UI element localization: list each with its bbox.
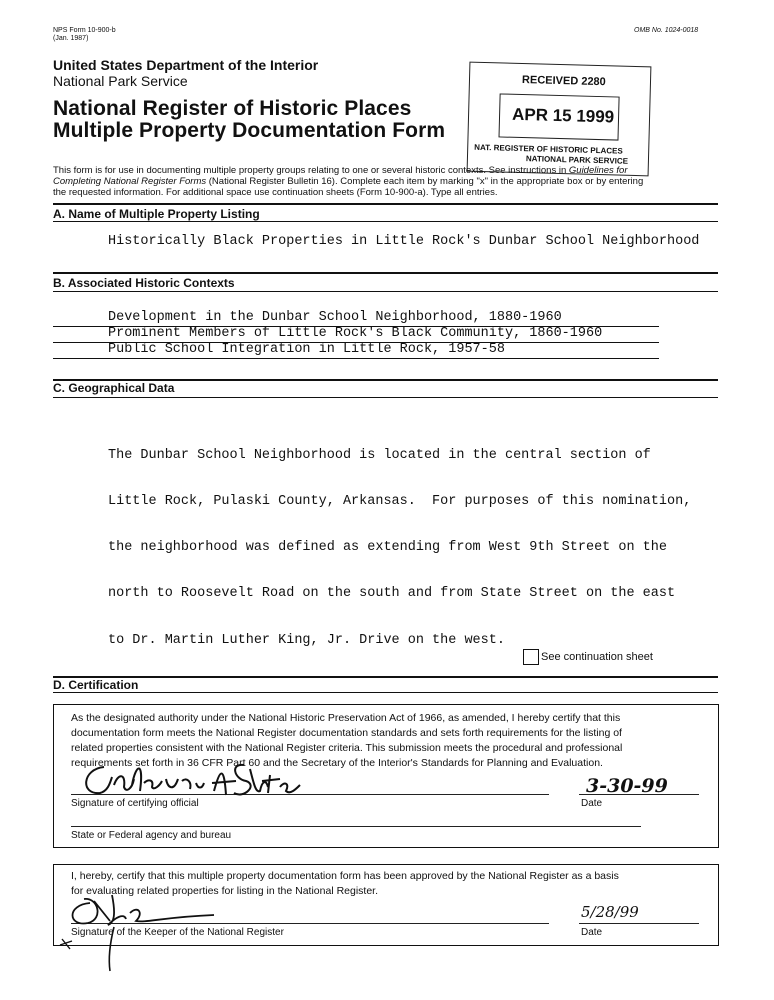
context-line bbox=[53, 358, 659, 359]
divider bbox=[53, 203, 718, 205]
divider bbox=[53, 272, 718, 274]
stamp-date: APR 15 1999 bbox=[511, 104, 615, 127]
form-title-line2: Multiple Property Documentation Form bbox=[53, 119, 446, 142]
keeper-date-label: Date bbox=[581, 927, 603, 938]
keeper-statement: I, hereby, certify that this multiple property documentation form has been approved by the National Register as a basis for evaluating related properties for listing in the National Register. bbox=[71, 870, 619, 897]
handwritten-date: 3-30-99 bbox=[586, 775, 668, 797]
stamp-service: NATIONAL PARK SERVICE bbox=[525, 154, 629, 166]
section-a-heading: A. Name of Multiple Property Listing bbox=[53, 207, 260, 221]
keeper-box bbox=[53, 864, 719, 946]
divider bbox=[53, 221, 718, 222]
continuation-label: See continuation sheet bbox=[541, 651, 653, 663]
date-label: Date bbox=[581, 798, 603, 809]
divider bbox=[53, 397, 718, 398]
form-title-line1: National Register of Historic Places bbox=[53, 97, 412, 120]
certification-box bbox=[53, 704, 719, 848]
received-stamp bbox=[467, 62, 652, 177]
omb-number: OMB No. 1024-0018 bbox=[634, 27, 699, 34]
department-name: United States Department of the Interior bbox=[53, 57, 319, 73]
keeper-signature bbox=[54, 883, 254, 978]
agency-line bbox=[71, 826, 641, 827]
stamp-date-box bbox=[498, 93, 619, 140]
geographical-data-text: The Dunbar School Neighborhood is located in the central section of Little Rock, Pulaski County, Arkansas. For purposes of this nomination, the neighborhood was defined as extending from West 9th Street on the north to Roosevelt Road on the south and from State Street on the east to Dr. Martin Luther King, Jr. Drive on the west. bbox=[108, 447, 692, 648]
divider bbox=[53, 291, 718, 292]
section-c-heading: C. Geographical Data bbox=[53, 381, 175, 395]
section-d-heading: D. Certification bbox=[53, 678, 139, 692]
section-b-heading: B. Associated Historic Contexts bbox=[53, 276, 235, 290]
historic-context-2: Prominent Members of Little Rock's Black Community, 1860-1960 bbox=[108, 326, 603, 341]
certification-statement: As the designated authority under the National Historic Preservation Act of 1966, as amended, I hereby certify that this documentation form meets the National Register documentation standards and sets forth requirements for the listing of related properties consistent with the National Register criteria. This submission meets the procedural and professional requirements set forth in 36 CFR Part 60 and the Secretary of the Interior's Standards for Planning and Evaluation. bbox=[71, 712, 623, 769]
divider bbox=[53, 676, 718, 678]
service-name: National Park Service bbox=[53, 73, 188, 89]
signature-label: Signature of certifying official bbox=[71, 798, 199, 809]
historic-context-1: Development in the Dunbar School Neighborhood, 1880-1960 bbox=[108, 310, 562, 325]
stamp-received: RECEIVED 2280 bbox=[521, 74, 606, 89]
certifying-signature bbox=[74, 755, 324, 810]
historic-context-3: Public School Integration in Little Rock, 1957-58 bbox=[108, 342, 505, 357]
keeper-handwritten-date: 5/28/99 bbox=[581, 903, 639, 921]
keeper-date-line bbox=[579, 923, 699, 924]
form-number: NPS Form 10-900-b (Jan. 1987) bbox=[53, 27, 116, 42]
property-listing-name: Historically Black Properties in Little Rock's Dunbar School Neighborhood bbox=[108, 234, 700, 249]
keeper-signature-label: Signature of the Keeper of the National Register bbox=[71, 927, 284, 938]
stamp-register: NAT. REGISTER OF HISTORIC PLACES bbox=[474, 142, 623, 156]
divider bbox=[53, 692, 718, 693]
continuation-checkbox[interactable] bbox=[523, 649, 539, 665]
form-instructions: This form is for use in documenting multiple property groups relating to one or several historic contexts. See instructions in Guidelines for Completing National Register Forms (National Register Bulletin 16). Complete each item by marking "x" in the appropriate box or by entering the requested information. For additional space use continuation sheets (Form 10-900-a). Type all entries. bbox=[53, 165, 644, 198]
agency-label: State or Federal agency and bureau bbox=[71, 830, 232, 841]
